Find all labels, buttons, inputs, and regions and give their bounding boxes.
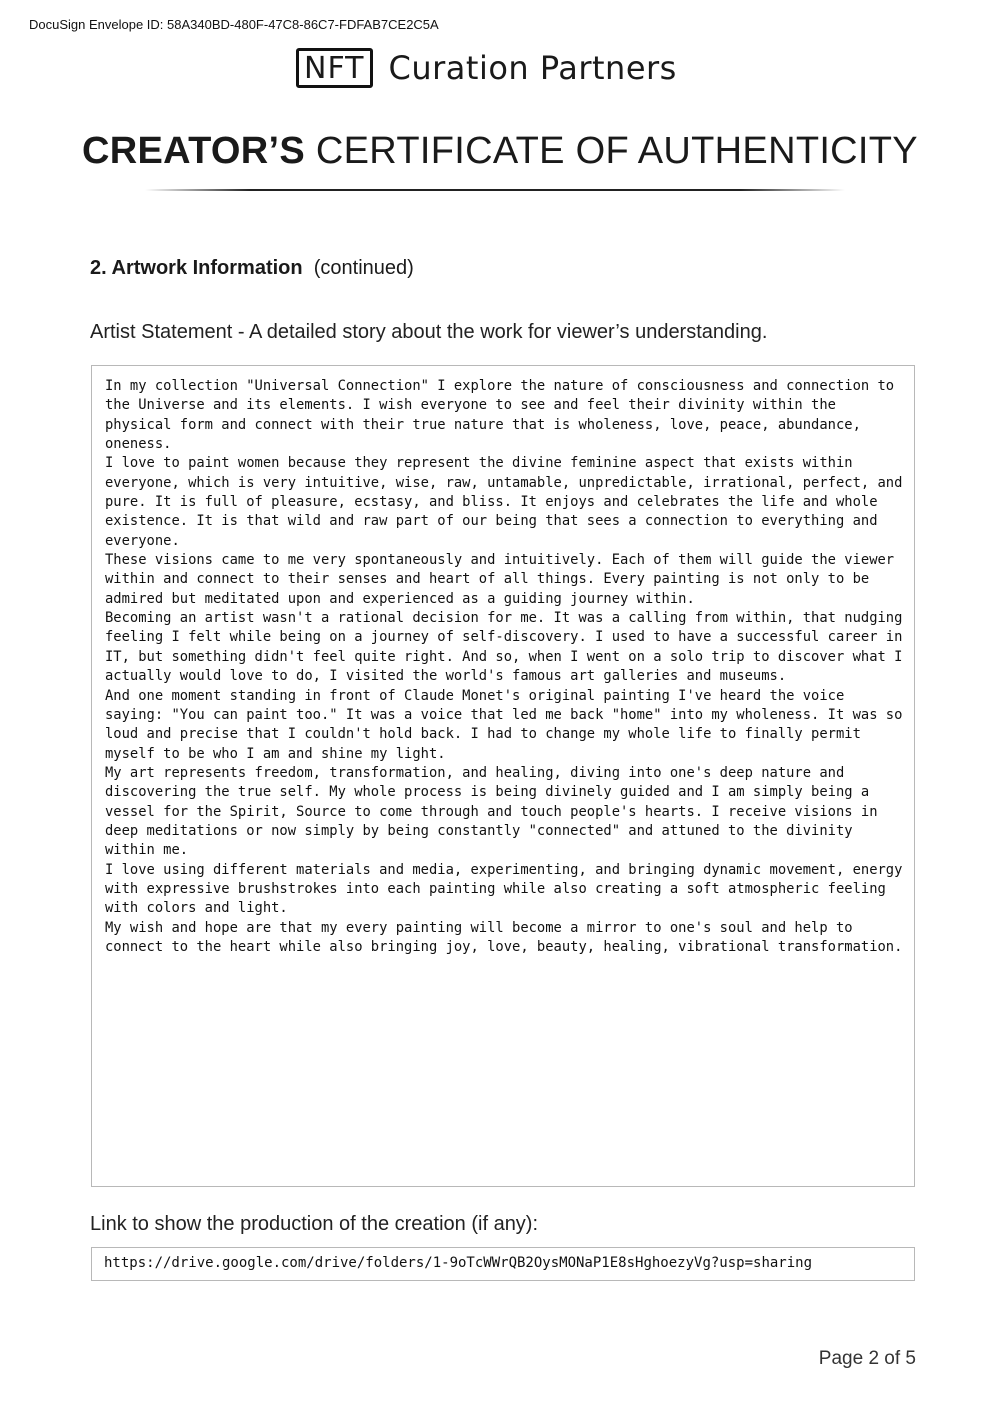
statement-paragraph: These visions came to me very spontaneously and intuitively. Each of them will guide the viewer within and connect to their senses and heart of all things. Every painting is not only to be admired but meditated upon and experienced as a guiding journey within.: [105, 552, 895, 607]
statement-paragraph: Becoming an artist wasn't a rational decision for me. It was a calling from within, that nudging feeling I felt while being on a journey of self-discovery. I used to have a successful career in IT, but something didn't feel quite right. And so, when I went on a solo trip to discover what I actually would love to do, I visited the world's famous art galleries and museums.: [105, 610, 903, 685]
brand-logo: [296, 47, 677, 89]
artist-statement-text: [105, 377, 904, 957]
envelope-id: DocuSign Envelope ID: 58A340BD-480F-47C8-86C7-FDFAB7CE2C5A: [29, 17, 439, 32]
link-label: Link to show the production of the creation (if any):: [90, 1213, 539, 1235]
statement-paragraph: In my collection "Universal Connection" I explore the nature of consciousness and connection to the Universe and its elements. I wish everyone to see and feel their divinity within the physical form and connect with their true nature that is wholeness, love, peace, abundance, oneness.: [105, 378, 895, 453]
section-heading: [90, 257, 414, 280]
title-light: CERTIFICATE OF AUTHENTICITY: [315, 130, 918, 172]
statement-paragraph: My art represents freedom, transformation, and healing, diving into one's deep nature and discovering the true self. My whole process is being divinely guided and I am simply being a vessel for the Spirit, Source to come through and touch people's hearts. I receive visions in deep meditations or now simply by being constantly "connected" and attuned to the divinity within me.: [105, 764, 878, 859]
production-link-value: https://drive.google.com/drive/folders/1-9oTcWWrQB2OysMONaP1E8sHghoezyVg?usp=sharing: [104, 1255, 813, 1271]
title-bold: CREATOR’S: [82, 130, 306, 172]
title-divider: [145, 189, 845, 191]
logo-text: Curation Partners: [388, 49, 677, 87]
statement-paragraph: I love using different materials and media, experimenting, and bringing dynamic movement, energy with expressive brushstrokes into each painting while also creating a soft atmospheric feeling with colors and light.: [105, 861, 903, 917]
section-note: (continued): [313, 257, 414, 279]
logo-nft-box: NFT: [296, 48, 373, 88]
document-title: [0, 130, 1000, 173]
statement-label: Artist Statement - A detailed story about the work for viewer’s understanding.: [90, 321, 768, 343]
artist-statement-field[interactable]: [91, 365, 915, 1187]
production-link-field[interactable]: [91, 1247, 915, 1281]
statement-paragraph: And one moment standing in front of Claude Monet's original painting I've heard the voice saying: "You can paint too." It was a voice that led me back "home" into my wholeness. It was so loud and precise that I couldn't hold back. I had to change my whole life to finally permit myself to be who I am and shine my light.: [105, 687, 903, 762]
statement-paragraph: I love to paint women because they represent the divine feminine aspect that exists within everyone, which is very intuitive, wise, raw, untamable, unpredictable, irrational, perfect, and pure. It is full of pleasure, ecstasy, and bliss. It enjoys and celebrates the life and whole existence. It is that wild and raw part of our being that sees a connection to everything and everyone.: [105, 455, 903, 549]
page-number: Page 2 of 5: [818, 1348, 916, 1369]
section-title: 2. Artwork Information: [90, 257, 303, 279]
statement-paragraph: My wish and hope are that my every painting will become a mirror to one's soul and help to connect to the heart while also bringing joy, love, beauty, healing, vibrational transformation.: [105, 919, 903, 955]
